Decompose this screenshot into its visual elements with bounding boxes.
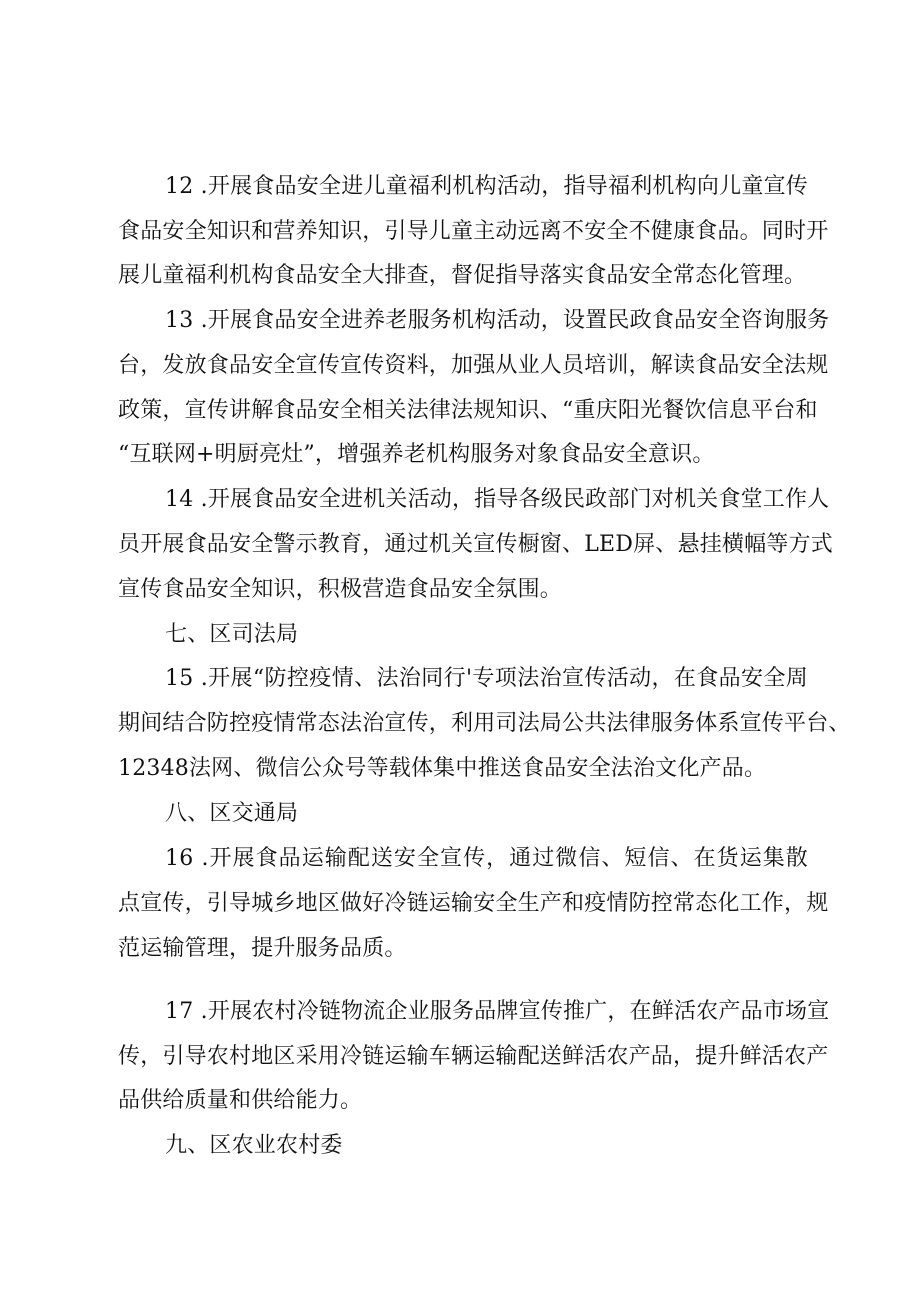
paragraph-15-line-1: 15 .开展“防控疫情、法治同行'专项法治宣传活动，在食品安全周 <box>165 666 808 691</box>
paragraph-12-line-1: 12 .开展食品安全进儿童福利机构活动，指导福利机构向儿童宣传 <box>165 174 808 199</box>
paragraph-13-line-3: 政策，宣传讲解食品安全相关法律法规知识、“重庆阳光餐饮信息平台和 <box>118 398 818 423</box>
paragraph-12-line-3: 展儿童福利机构食品安全大排查，督促指导落实食品安全常态化管理。 <box>118 263 807 288</box>
paragraph-15-line-3: 12348法网、微信公众号等载体集中推送食品安全法治文化产品。 <box>118 756 767 781</box>
paragraph-17-line-2: 传，引导农村地区采用冷链运输车辆运输配送鲜活农产品，提升鲜活农产 <box>118 1044 829 1069</box>
section-heading-agriculture-committee: 九、区农业农村委 <box>165 1133 343 1158</box>
paragraph-13-line-1: 13 .开展食品安全进养老服务机构活动，设置民政食品安全咨询服务 <box>165 308 830 333</box>
paragraph-14-line-2: 员开展食品安全警示教育，通过机关宣传橱窗、LED屏、悬挂横幅等方式 <box>118 532 833 557</box>
paragraph-16-line-1: 16 .开展食品运输配送安全宣传，通过微信、短信、在货运集散 <box>165 846 808 871</box>
paragraph-17-line-1: 17 .开展农村冷链物流企业服务品牌宣传推广，在鲜活农产品市场宣 <box>165 999 830 1024</box>
paragraph-13-line-4: “互联网+明厨亮灶”，增强养老机构服务对象食品安全意识。 <box>118 442 715 467</box>
section-heading-justice-bureau: 七、区司法局 <box>165 622 299 647</box>
paragraph-14-line-1: 14 .开展食品安全进机关活动，指导各级民政部门对机关食堂工作人 <box>165 487 830 512</box>
paragraph-12-line-2: 食品安全知识和营养知识，引导儿童主动远离不安全不健康食品。同时开 <box>118 219 829 244</box>
paragraph-13-line-2: 台，发放食品安全宣传宣传资料，加强从业人员培训，解读食品安全法规 <box>118 353 829 378</box>
paragraph-14-line-3: 宣传食品安全知识，积极营造食品安全氛围。 <box>118 577 563 602</box>
paragraph-16-line-3: 范运输管理，提升服务品质。 <box>118 936 407 961</box>
paragraph-15-line-2: 期间结合防控疫情常态法治宣传，利用司法局公共法律服务体系宣传平台、 <box>118 711 851 736</box>
paragraph-16-line-2: 点宣传，引导城乡地区做好冷链运输安全生产和疫情防控常态化工作，规 <box>118 891 829 916</box>
section-heading-transport-bureau: 八、区交通局 <box>165 801 299 826</box>
paragraph-17-line-3: 品供给质量和供给能力。 <box>118 1088 363 1113</box>
